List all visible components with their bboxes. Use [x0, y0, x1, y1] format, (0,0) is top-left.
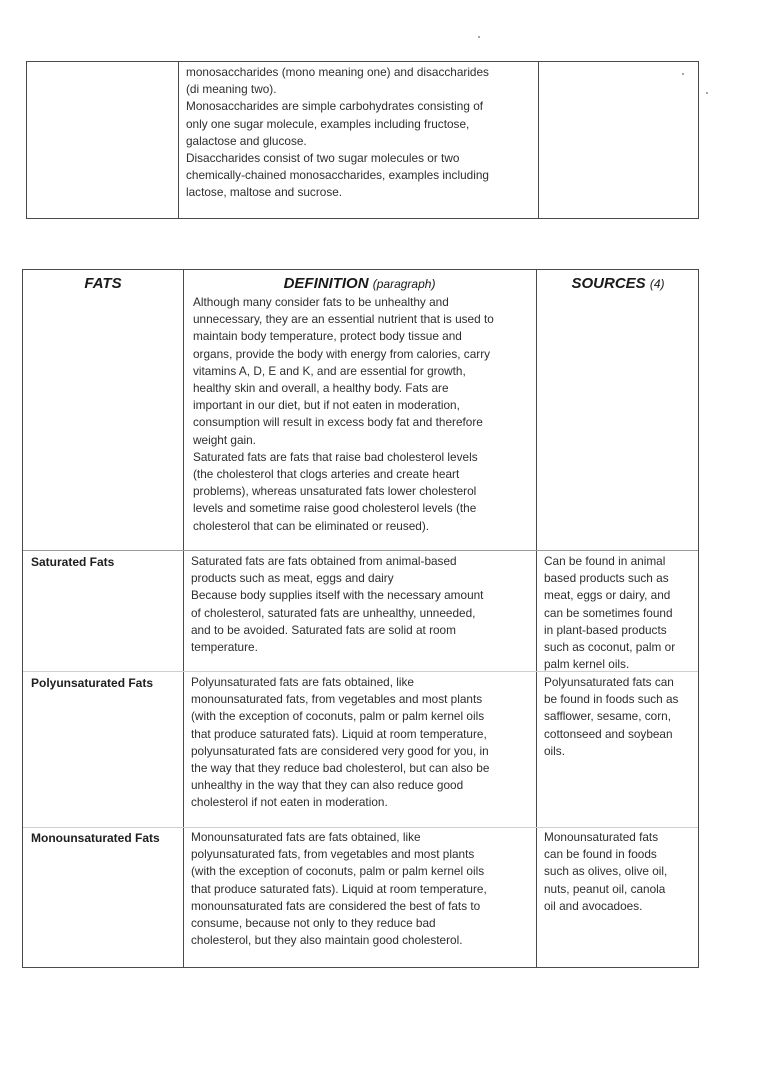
text-line: lactose, maltose and sucrose.	[186, 185, 343, 200]
column-divider	[538, 62, 539, 218]
fats-table	[22, 269, 699, 968]
row-divider	[23, 550, 698, 551]
scan-speck	[682, 73, 684, 75]
text-line: of cholesterol, saturated fats are unhealthy, unneeded,	[191, 605, 476, 620]
sources-column-header	[536, 275, 700, 292]
text-line: (with the exception of coconuts, palm or palm kernel oils	[191, 709, 485, 724]
text-line: in plant-based products	[544, 622, 667, 637]
text-line: monosaccharides (mono meaning one) and disaccharides	[186, 65, 489, 79]
scan-speck	[706, 92, 708, 94]
fats-intro-paragraph	[193, 294, 535, 535]
text-line: Polyunsaturated fats can	[544, 675, 674, 689]
text-line: can be sometimes found	[544, 605, 673, 620]
text-line: consumption will result in excess body fat and therefore	[193, 415, 483, 430]
text-line: chemically-chained monosaccharides, examples including	[186, 168, 489, 183]
text-line: Monounsaturated fats are fats obtained, like	[191, 830, 421, 844]
row-label-saturated-fats: Saturated Fats	[31, 555, 115, 569]
text-line: nuts, peanut oil, canola	[544, 881, 666, 896]
row-label-monounsaturated-fats: Monounsaturated Fats	[31, 831, 160, 845]
text-line: Can be found in animal	[544, 554, 666, 568]
text-line: Saturated fats are fats obtained from animal-based	[191, 554, 457, 568]
text-line: Monosaccharides are simple carbohydrates consisting of	[186, 99, 484, 114]
text-line: healthy skin and overall, a healthy body. Fats are	[193, 381, 449, 396]
text-line: the way that they reduce bad cholesterol, but can also be	[191, 761, 490, 776]
definition-column-header	[183, 275, 536, 292]
text-line: meat, eggs or dairy, and	[544, 588, 671, 603]
text-line: monounsaturated fats are considered the best of fats to	[191, 898, 481, 913]
saturated-fats-definition	[191, 553, 535, 656]
text-line: (the cholesterol that clogs arteries and create heart	[193, 467, 460, 482]
text-line: cottonseed and soybean	[544, 726, 673, 741]
saturated-fats-sources	[544, 553, 698, 673]
text-line: cholesterol that can be eliminated or reused).	[193, 518, 430, 533]
text-line: unnecessary, they are an essential nutrient that is used to	[193, 312, 494, 327]
text-line: Disaccharides consist of two sugar molecules or two	[186, 151, 460, 166]
text-line: Monounsaturated fats	[544, 830, 659, 844]
carbohydrates-definition-cell	[186, 64, 536, 202]
column-divider	[536, 270, 537, 967]
text-line: levels and sometime raise good cholesterol levels (the	[193, 501, 477, 516]
text-line: such as coconut, palm or	[544, 640, 676, 655]
text-line: polyunsaturated fats, from vegetables and most plants	[191, 847, 475, 862]
text-line: that produce saturated fats). Liquid at room temperature,	[191, 726, 487, 741]
scan-speck	[478, 36, 480, 38]
polyunsaturated-fats-definition	[191, 674, 535, 812]
text-line: organs, provide the body with energy from calories, carry	[193, 346, 491, 361]
monounsaturated-fats-definition	[191, 829, 535, 949]
fats-column-header	[23, 275, 183, 292]
text-line: galactose and glucose.	[186, 133, 307, 148]
column-divider	[178, 62, 179, 218]
text-line: important in our diet, but if not eaten in moderation,	[193, 398, 460, 413]
row-divider	[23, 827, 698, 828]
sources-header-text: SOURCES	[571, 275, 646, 292]
monounsaturated-fats-sources	[544, 829, 698, 915]
text-line: (di meaning two).	[186, 82, 277, 97]
text-line: based products such as	[544, 571, 669, 586]
text-line: be found in foods such as	[544, 692, 679, 707]
text-line: (with the exception of coconuts, palm or palm kernel oils	[191, 864, 485, 879]
text-line: and to be avoided. Saturated fats are solid at room	[191, 622, 456, 637]
text-line: only one sugar molecule, examples including fructose,	[186, 116, 470, 131]
text-line: oil and avocadoes.	[544, 898, 643, 913]
row-label-polyunsaturated-fats: Polyunsaturated Fats	[31, 676, 154, 690]
text-line: unhealthy in the way that they can also reduce good	[191, 778, 464, 793]
text-line: maintain body temperature, protect body tissue and	[193, 329, 462, 344]
text-line: weight gain.	[193, 432, 256, 447]
text-line: consume, because not only to they reduce bad	[191, 916, 436, 931]
text-line: Although many consider fats to be unhealthy and	[193, 295, 449, 309]
definition-header-subtext: (paragraph)	[372, 277, 436, 291]
text-line: palm kernel oils.	[544, 657, 630, 672]
fats-header-text: FATS	[84, 275, 122, 292]
sources-header-subtext: (4)	[649, 277, 665, 291]
text-line: Saturated fats are fats that raise bad cholesterol levels	[193, 449, 478, 464]
definition-header-text: DEFINITION	[283, 275, 369, 292]
polyunsaturated-fats-sources	[544, 674, 698, 760]
text-line: Polyunsaturated fats are fats obtained, like	[191, 675, 414, 689]
text-line: such as olives, olive oil,	[544, 864, 668, 879]
text-line: can be found in foods	[544, 847, 657, 862]
text-line: temperature.	[191, 640, 258, 655]
carbohydrates-table	[26, 61, 699, 219]
text-line: polyunsaturated fats are considered very good for you, in	[191, 743, 489, 758]
text-line: oils.	[544, 743, 565, 758]
text-line: products such as meat, eggs and dairy	[191, 571, 394, 586]
column-divider	[183, 270, 184, 967]
text-line: vitamins A, D, E and K, and are essential for growth,	[193, 363, 466, 378]
text-line: cholesterol if not eaten in moderation.	[191, 795, 388, 810]
text-line: problems), whereas unsaturated fats lower cholesterol	[193, 484, 477, 499]
text-line: safflower, sesame, corn,	[544, 709, 671, 724]
text-line: monounsaturated fats, from vegetables and most plants	[191, 692, 483, 707]
text-line: cholesterol, but they also maintain good cholesterol.	[191, 933, 463, 948]
text-line: that produce saturated fats). Liquid at room temperature,	[191, 881, 487, 896]
text-line: Because body supplies itself with the necessary amount	[191, 588, 484, 603]
